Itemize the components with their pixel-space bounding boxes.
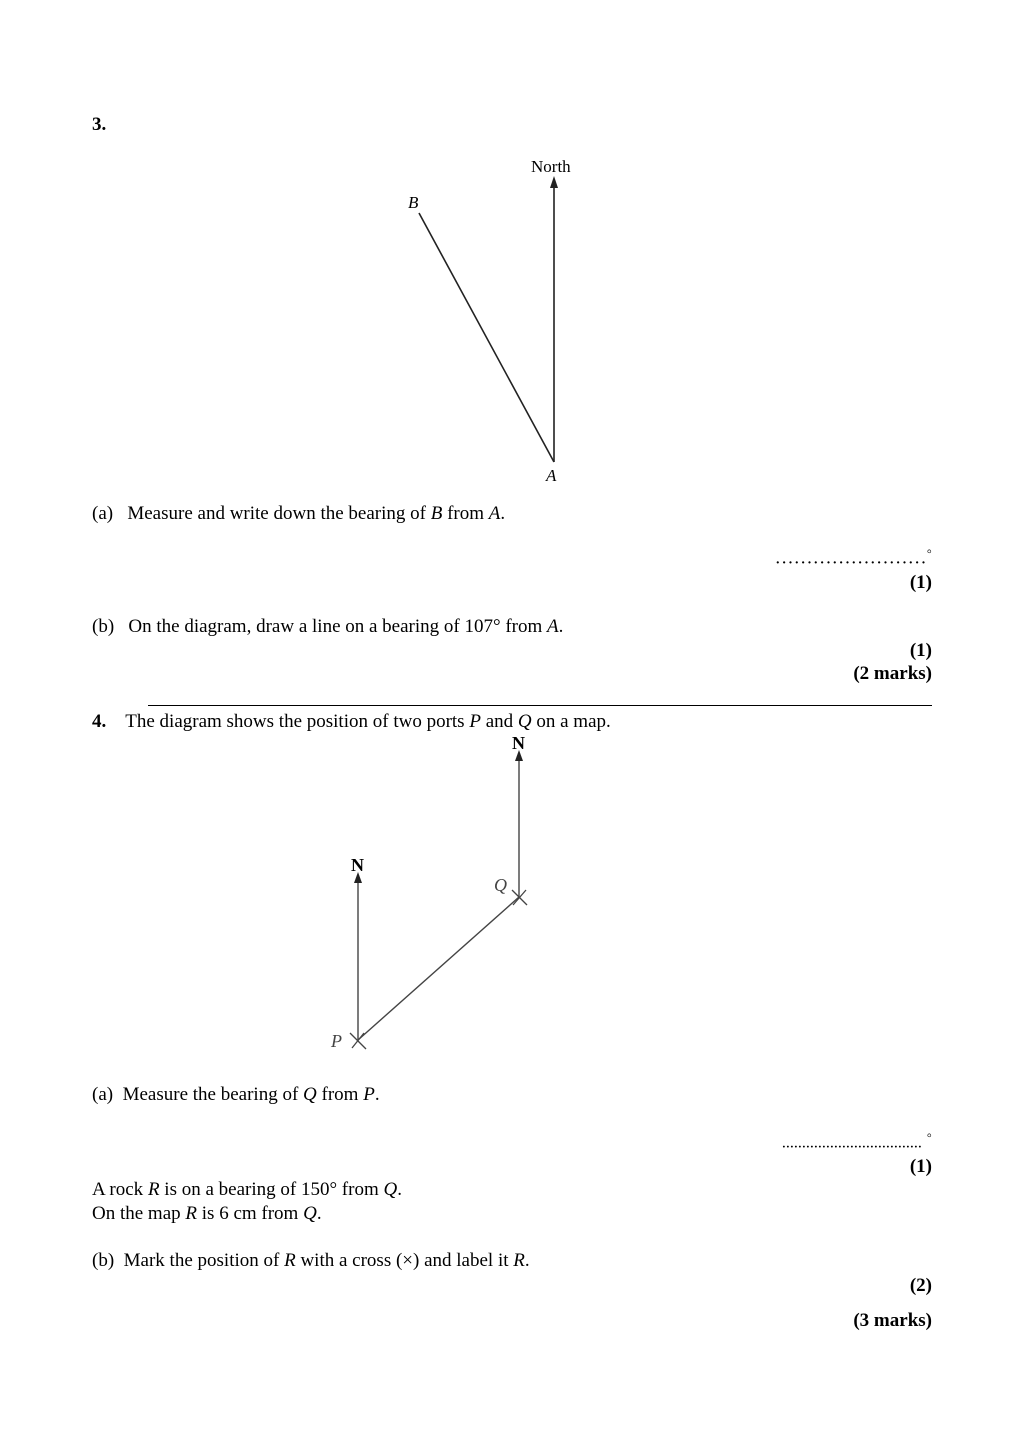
var-b: B xyxy=(430,503,443,524)
var-q: Q xyxy=(303,1084,317,1105)
north-label-q: N xyxy=(512,733,525,753)
var-r: R xyxy=(147,1179,160,1200)
answer-dots: …………………… xyxy=(774,547,927,569)
degree-symbol: ◦ xyxy=(926,544,932,560)
north-label: North xyxy=(531,157,571,176)
q3-part-b xyxy=(92,616,563,638)
part-text: Mark the position of xyxy=(123,1250,285,1271)
var-q: Q xyxy=(303,1203,317,1224)
var-p: P xyxy=(469,711,481,732)
part-label: (b) xyxy=(92,616,115,637)
q3-bearing-diagram xyxy=(0,0,1024,700)
q4-map-diagram xyxy=(0,700,1024,1070)
q4-a-answer-line[interactable] xyxy=(782,1128,932,1153)
q4-info-line-1 xyxy=(92,1179,402,1201)
q3-part-a xyxy=(92,503,505,525)
q3-b-marks: (1) xyxy=(909,640,932,661)
q4-part-b xyxy=(92,1250,530,1272)
answer-dots: ................................... xyxy=(781,1134,922,1152)
q4-part-a xyxy=(92,1084,380,1106)
part-text: Measure and write down the bearing of xyxy=(127,503,431,524)
var-r: R xyxy=(513,1250,525,1271)
part-text: . xyxy=(500,503,506,524)
var-a: A xyxy=(488,503,501,524)
intro-text: and xyxy=(480,711,518,732)
var-a: A xyxy=(547,616,559,637)
var-r: R xyxy=(185,1203,198,1224)
intro-text: The diagram shows the position of two ports xyxy=(125,711,470,732)
part-text: On the diagram, draw a line on a bearing of 107° from xyxy=(128,616,548,637)
part-label: (a) xyxy=(92,503,114,524)
port-p-label: P xyxy=(331,1031,342,1051)
part-text: from xyxy=(442,503,489,524)
q4-info-line-2 xyxy=(92,1203,322,1225)
var-q: Q xyxy=(383,1179,398,1200)
q4-a-marks: (1) xyxy=(909,1156,932,1177)
question-3-number: 3. xyxy=(92,114,107,135)
intro-text: on a map. xyxy=(531,711,611,732)
info-text: A rock xyxy=(92,1179,148,1200)
info-text: is on a bearing of 150° from xyxy=(159,1179,384,1200)
q3-total-marks: (2 marks) xyxy=(853,663,932,684)
q3-a-answer-line[interactable] xyxy=(775,544,932,569)
degree-symbol: ◦ xyxy=(926,1128,932,1144)
var-q: Q xyxy=(517,711,532,732)
info-text: is 6 cm from xyxy=(197,1203,304,1224)
info-text: . xyxy=(316,1203,322,1224)
part-text: Measure the bearing of xyxy=(122,1084,304,1105)
info-text: On the map xyxy=(92,1203,186,1224)
info-text: . xyxy=(397,1179,402,1200)
point-a-label: A xyxy=(546,466,557,485)
q3-a-marks: (1) xyxy=(909,572,932,593)
line-pq xyxy=(358,897,519,1040)
line-ab xyxy=(419,213,554,462)
part-text: from xyxy=(316,1084,364,1105)
part-text: with a cross (×) and label it xyxy=(295,1250,514,1271)
var-r: R xyxy=(284,1250,296,1271)
part-label: (b) xyxy=(92,1250,115,1271)
q4-b-marks: (2) xyxy=(909,1275,932,1296)
question-4-number: 4. xyxy=(92,711,107,732)
q4-total-marks: (3 marks) xyxy=(853,1310,932,1331)
part-text: . xyxy=(524,1250,530,1271)
part-text: . xyxy=(558,616,564,637)
var-p: P xyxy=(363,1084,375,1105)
port-q-label: Q xyxy=(494,875,507,895)
part-text: . xyxy=(374,1084,380,1105)
north-arrowhead xyxy=(550,176,558,188)
point-b-label: B xyxy=(408,193,419,212)
part-label: (a) xyxy=(92,1084,114,1105)
north-label-p: N xyxy=(351,855,364,875)
